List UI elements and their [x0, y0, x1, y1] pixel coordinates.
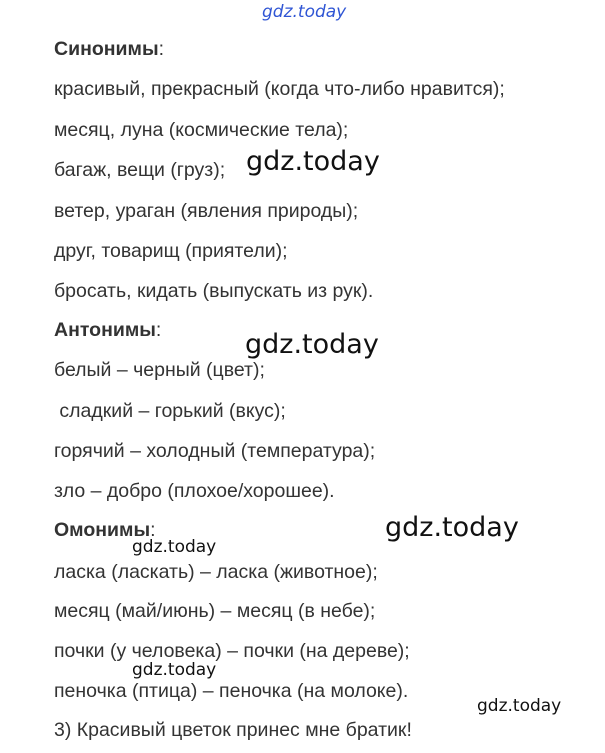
watermark: gdz.today — [246, 146, 380, 177]
homonym-line: почки (у человека) – почки (на дереве); — [54, 640, 410, 662]
antonym-line: горячий – холодный (температура); — [54, 440, 376, 462]
synonym-line: месяц, луна (космические тела); — [54, 119, 349, 141]
synonyms-heading-label: Синонимы — [54, 38, 159, 60]
watermark: gdz.today — [132, 660, 217, 680]
homonyms-heading-label: Омонимы — [54, 519, 151, 541]
watermark-top: gdz.today — [262, 2, 347, 22]
synonym-line: бросать, кидать (выпускать из рук). — [54, 280, 374, 302]
homonyms-heading-colon: : — [150, 519, 156, 541]
antonyms-heading — [54, 318, 161, 342]
antonym-line: белый – черный (цвет); — [54, 359, 265, 381]
antonyms-heading-colon: : — [155, 319, 162, 341]
example-sentence: 3) Красивый цветок принес мне братик! — [54, 719, 412, 741]
homonym-line: пеночка (птица) – пеночка (на молоке). — [54, 680, 409, 702]
antonym-line: зло – добро (плохое/хорошее). — [54, 480, 335, 502]
synonym-line: друг, товарищ (приятели); — [54, 240, 288, 262]
watermark: gdz.today — [477, 696, 562, 716]
synonym-line: красивый, прекрасный (когда что-либо нравится); — [54, 78, 505, 100]
watermark: gdz.today — [132, 537, 217, 557]
watermark: gdz.today — [245, 329, 379, 360]
synonym-line: багаж, вещи (груз); — [54, 159, 226, 181]
synonyms-heading — [54, 37, 164, 61]
antonyms-heading-label: Антонимы — [54, 319, 156, 341]
homonym-line: ласка (ласкать) – ласка (животное); — [54, 561, 378, 583]
synonyms-heading-colon: : — [158, 38, 165, 60]
antonym-line: сладкий – горький (вкус); — [54, 400, 286, 422]
synonym-line: ветер, ураган (явления природы); — [54, 200, 359, 222]
homonym-line: месяц (май/июнь) – месяц (в небе); — [54, 600, 376, 622]
watermark: gdz.today — [385, 512, 519, 543]
